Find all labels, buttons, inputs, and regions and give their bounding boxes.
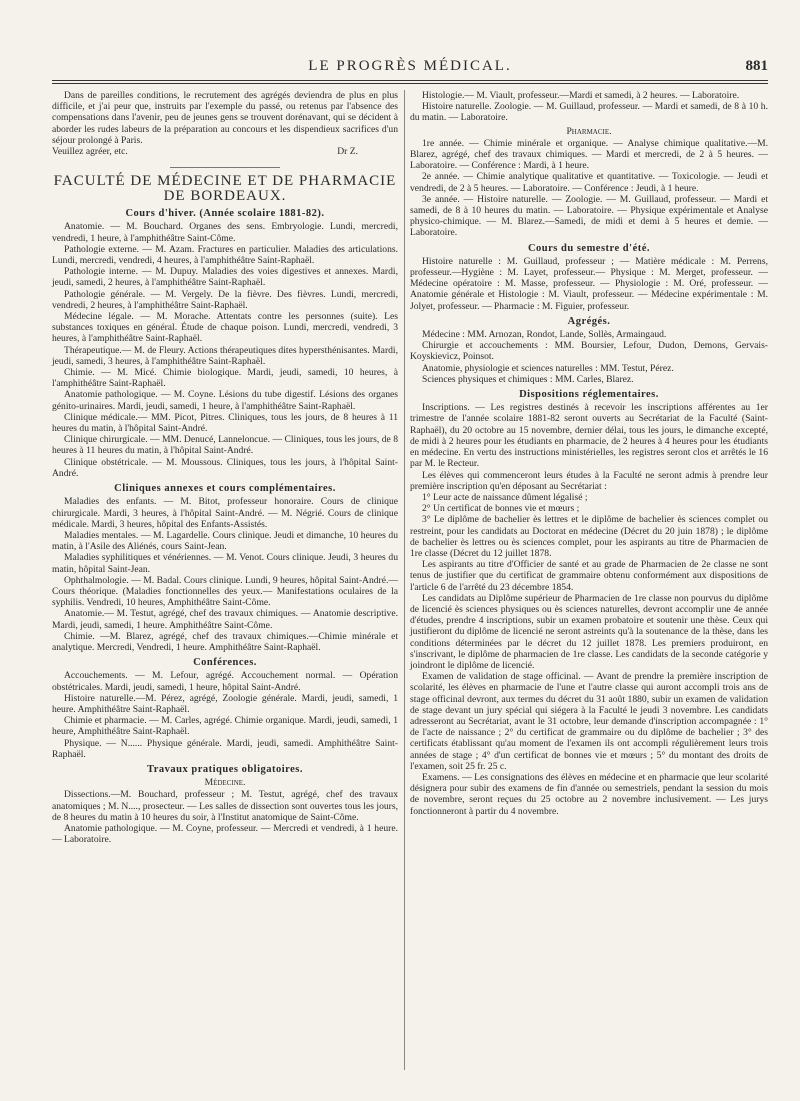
practical-heading: Travaux pratiques obligatoires. [147, 763, 303, 775]
agreges-heading: Agrégés. [567, 315, 611, 327]
practical-subheading: Médecine. [204, 777, 246, 789]
left-column [52, 90, 398, 845]
signature: Dr Z. [337, 146, 358, 158]
winter-item: Clinique médicale.— MM. Picot, Pitres. Cliniques, tous les jours, de 8 heures à 11 heures du matin, à l'hôpital Saint-André. [52, 411, 398, 435]
practical-item: Histoire naturelle. Zoologie. — M. Guillaud, professeur. — Mardi et samedi, de 8 à 10 h. du matin. — Laboratoire. [410, 101, 768, 124]
column-divider [404, 90, 405, 1070]
annex-item: Anatomie.— M. Testut, agrégé, chef des travaux chimiques. — Anatomie descriptive. Mardi, jeudi, samedi, 1 heure. Amphithéâtre Saint-Côme. [52, 608, 398, 631]
annex-heading: Cliniques annexes et cours complémentaires. [114, 483, 336, 495]
conferences-heading: Conférences. [193, 657, 257, 669]
winter-item: Clinique obstétricale. — M. Moussous. Cliniques, tous les jours, à l'hôpital Saint-André. [52, 456, 398, 479]
running-title: LE PROGRÈS MÉDICAL. [308, 58, 512, 74]
summer-heading: Cours du semestre d'été. [527, 242, 651, 254]
pharmacy-heading: Pharmacie. [566, 125, 612, 137]
practical-item: Anatomie pathologique. — M. Coyne, professeur. — Mercredi et vendredi, à 1 heure. — Laboratoire. [52, 822, 398, 846]
dispositions-item: Les élèves qui commenceront leurs études à la Faculté ne seront admis à prendre leur première inscription qu'en déposant au Secrétariat : [410, 469, 768, 492]
separator [170, 167, 280, 168]
agreges-item: Médecine : MM. Arnozan, Rondot, Lande, Sollès, Armaingaud. [422, 329, 667, 341]
agreges-item: Anatomie, physiologie et sciences naturelles : MM. Testut, Pérez. [422, 362, 674, 374]
right-column [410, 90, 768, 817]
conference-item: Physique. — N...... Physique générale. Mardi, jeudi, samedi. Amphithéâtre Saint-Raphaël. [52, 737, 398, 760]
conference-item: Histoire naturelle.—M. Pérez, agrégé, Zoologie générale. Mardi, jeudi, samedi, 1 heure. Amphithéâtre Saint-Raphaël. [52, 692, 398, 715]
winter-item: Pathologie interne. — M. Dupuy. Maladies des voies digestives et annexes. Mardi, jeudi, samedi, 2 heures, à l'amphithéâtre Saint-Raphaël. [52, 266, 398, 289]
agreges-item: Sciences physiques et chimiques : MM. Carles, Blarez. [422, 373, 634, 385]
dispositions-item: 1° Leur acte de naissance dûment légalisé ; [422, 491, 588, 503]
agreges-item: Chirurgie et accouchements : MM. Boursier, Lefour, Dudon, Demons, Gervais-Koyskievicz, Poinsot. [410, 340, 768, 363]
header-rule-double [52, 83, 768, 84]
annex-item: Chimie. —M. Blarez, agrégé, chef des travaux chimiques.—Chimie minérale et analytique. Mercredi, Vendredi, 1 heure. Amphithéâtre Saint-Raphaël. [52, 630, 398, 653]
winter-item: Médecine légale. — M. Morache. Attentats contre les personnes (suite). Les substances toxiques en général. Étude de chaque poison. Lundi, mercredi, vendredi, 3 heures, à l'amphithéâtre Saint-Raphaël. [52, 311, 398, 345]
conference-item: Accouchements. — M. Lefour, agrégé. Accouchement normal. — Opération obstétricales. Mardi, jeudi, samedi, 1 heure, hôpital Saint-André. [52, 670, 398, 693]
practical-item: Dissections.—M. Bouchard, professeur ; M. Testut, agrégé, chef des travaux anatomiques ; M. N...., prosecteur. — Les salles de dissection sont ouvertes tous les jours, de 8 heures du matin à 10 heures du soir, à l'Institut anatomique de Saint-Côme. [52, 789, 398, 823]
faculty-title: FACULTÉ DE MÉDECINE ET DE PHARMACIE DE BORDEAUX. [53, 173, 397, 205]
conference-item: Chimie et pharmacie. — M. Carles, agrégé. Chimie organique. Mardi, jeudi, samedi, 1 heure, Amphithéâtre Saint-Raphaël. [52, 715, 398, 738]
annex-item: Maladies mentales. — M. Lagardelle. Cours clinique. Jeudi et dimanche, 10 heures du matin, à l'Asile des Aliénés, cours Saint-Jean. [52, 529, 398, 553]
dispositions-item: Inscriptions. — Les registres destinés à recevoir les inscriptions afférentes au 1er trimestre de l'année scolaire 1881-82 seront ouverts au Secrétariat de la Faculté (Saint-Raphaël), du 20 octobre au 15 novembre, dernier délai, tous les jours, le dimanche excepté, de midi à 2 heures pour les étudiants en pharmacie, de 2 heures à 4 heures pour les étudiants en médecine. En vertu des instructions ministérielles, les registres seront clos et arrêtés le 16 par M. le Recteur. [410, 402, 768, 470]
winter-item: Clinique chirurgicale. — MM. Denucé, Lanneloncue. — Cliniques, tous les jours, de 8 heures à 11 heures du matin, à l'hôpital Saint-André. [52, 434, 398, 457]
practical-item: Histologie.— M. Viault, professeur.—Mardi et samedi, à 2 heures. — Laboratoire. [422, 90, 740, 101]
pharmacy-item: 3e année. — Histoire naturelle. — Zoologie. — M. Guillaud, professeur. — Mardi et samedi, de 8 à 10 heures du matin. — Laboratoire. — Physique expérimentale et Analyse physico-chimique. — M. Blarez.—Samedi, de midi et demi à 5 heures et demie. — Laboratoire. [410, 193, 768, 239]
winter-item: Anatomie. — M. Bouchard. Organes des sens. Embryologie. Lundi, mercredi, vendredi, 1 heure, à l'amphithéâtre Saint-Côme. [52, 221, 398, 244]
page-header [52, 58, 768, 80]
annex-item: Maladies des enfants. — M. Bitot, professeur honoraire. Cours de clinique chirurgicale. Mardi, 3 heures, à l'hôpital Saint-André. — M. Négrié. Cours de clinique médicale. Mardi, 3 heures, hôpital des Enfants-Assistés. [52, 496, 398, 530]
dispositions-item: 2° Un certificat de bonnes vie et mœurs ; [422, 503, 580, 515]
annex-item: Ophthalmologie. — M. Badal. Cours clinique. Lundi, 9 heures, hôpital Saint-André.— Cours théorique. (Maladies fonctionnelles des yeux.— Manifestations oculaires de la syphilis. Vendredi, 10 heures, Amphithéâtre Saint-Côme. [52, 574, 398, 609]
dispositions-item: Examen de validation de stage officinal. — Avant de prendre la première inscription de scolarité, les élèves en pharmacie de l'une et l'autre classe qui auront accompli trois ans de stage officinal devront, aux termes du décret du 31 août 1880, subir un examen de validation de stage devant un jury spécial qui siégera à la Faculté le jeudi 3 novembre. Les candidats adresseront au Secrétariat, avant le 31 octobre, leur demande d'inscription accompagnée : 1° de l'acte de naissance ; 2° du certificat de grammaire ou du diplôme de bachelier ; 3° des certificats établissant qu'au moment de l'examen ils ont accompli régulièrement leurs trois années de stage ; 4° d'un certificat de bonnes vie et mœurs ; 5° du montant des droits de l'examen, soit 25 fr. 25 c. [410, 671, 768, 772]
dispositions-heading: Dispositions réglementaires. [519, 389, 659, 401]
annex-item: Maladies syphilitiques et vénériennes. — M. Venot. Cours clinique. Jeudi, 3 heures du matin, hôpital Saint-Jean. [52, 552, 398, 575]
dispositions-item: Les candidats au Diplôme supérieur de Pharmacien de 1re classe non pourvus du diplôme de licencié ès sciences physiques ou ès sciences naturelles, devront accomplir une 4e année d'études, prendre 4 inscriptions, subir un examen probatoire et soutenir une thèse. Ceux qui justifieront du diplôme de licencié ne seront astreints qu'à la soutenance de la thèse, dans les conditions déterminées par le décret du 12 juillet 1878. Les premiers produiront, en s'inscrivant, le diplôme de pharmacien de 1re classe. Les candidats de la seconde catégorie y joindront le diplôme de licencié. [410, 592, 768, 671]
winter-heading: Cours d'hiver. (Année scolaire 1881-82). [125, 208, 325, 220]
intro-paragraph: Dans de pareilles conditions, le recrutement des agrégés deviendra de plus en plus difficile, et j'ai peur que, instruits par l'exemple du passé, ou retenus par l'absence des compensations dans l'avenir, peu de jeunes gens se trouvent dorénavant, qui se décident à aborder les rudes labeurs de la préparation au concours et les dispendieux sacrifices d'un séjour prolongé à Paris. [52, 90, 398, 146]
dispositions-item: 3° Le diplôme de bachelier ès lettres et le diplôme de bachelier ès sciences complet ou restreint, pour les candidats au Doctorat en médecine (Décret du 20 juin 1878) ; le diplôme de bachelier ès lettres ou ès sciences complet, pour les aspirants au titre de Pharmacien de 1re classe (Décret du 12 juillet 1878. [410, 514, 768, 559]
pharmacy-item: 1re année. — Chimie minérale et organique. — Analyse chimique qualitative.—M. Blarez, agrégé, chef des travaux chimiques. — Mardi et mercredi, de 2 à 5 heures. — Laboratoire. — Conférence : Mardi, à 1 heure. [410, 137, 768, 172]
page-number: 881 [745, 58, 768, 74]
winter-item: Anatomie pathologique. — M. Coyne. Lésions du tube digestif. Lésions des organes génito-urinaires. Mardi, jeudi, samedi, 1 heure, à l'amphithéâtre Saint-Raphaël. [52, 389, 398, 412]
summer-paragraph: Histoire naturelle : M. Guillaud, professeur ; — Matière médicale : M. Perrens, professeur.—Hygiène : M. Layet, professeur.— Physique : M. Merget, professeur. — Médecine opératoire : M. Masse, professeur. — Physiologie : M. Oré, professeur. — Anatomie générale et Histologie : M. Viault, professeur. — Médecine expérimentale : M. Jolyet, professeur. — Pharmacie : M. Figuier, professeur. [410, 255, 768, 312]
winter-item: Chimie. — M. Micé. Chimie biologique. Mardi, jeudi, samedi, 10 heures, à l'amphithéâtre Saint-Raphaël. [52, 367, 398, 390]
dispositions-item: Les aspirants au titre d'Officier de santé et au grade de Pharmacien de 2e classe ne sont tenus de justifier que du certificat de grammaire obtenu conformément aux dispositions de l'article 6 de l'arrêté du 23 décembre 1854. [410, 559, 768, 593]
winter-item: Pathologie externe. — M. Azam. Fractures en particulier. Maladies des articulations. Lundi, mercredi, vendredi, 4 heures, à l'amphithéâtre Saint-Raphaël. [52, 243, 398, 267]
closing-text: Veuillez agréer, etc. [52, 146, 128, 158]
header-rule [52, 80, 768, 81]
winter-item: Thérapeutique.— M. de Fleury. Actions thérapeutiques dites hypersthénisantes. Mardi, jeudi, samedi, 3 heures, à l'amphithéâtre Saint-Raphaël. [52, 344, 398, 367]
pharmacy-item: 2e année. — Chimie analytique qualitative et quantitative. — Toxicologie. — Jeudi et vendredi, de 2 à 5 heures. — Laboratoire. — Conférence : Jeudi, à 1 heure. [410, 171, 768, 194]
closing-line [52, 146, 398, 157]
winter-item: Pathologie générale. — M. Vergely. De la fièvre. Des fièvres. Lundi, mercredi, vendredi, 2 heures, à l'amphithéâtre Saint-Raphaël. [52, 288, 398, 311]
dispositions-item: Examens. — Les consignations des élèves en médecine et en pharmacie que leur scolarité désignera pour subir des examens de fin d'année ou semestriels, pendant la session du mois de novembre, seront reçues du 25 octobre au 2 novembre inclusivement. — Les jurys fonctionneront à partir du 4 novembre. [410, 771, 768, 817]
